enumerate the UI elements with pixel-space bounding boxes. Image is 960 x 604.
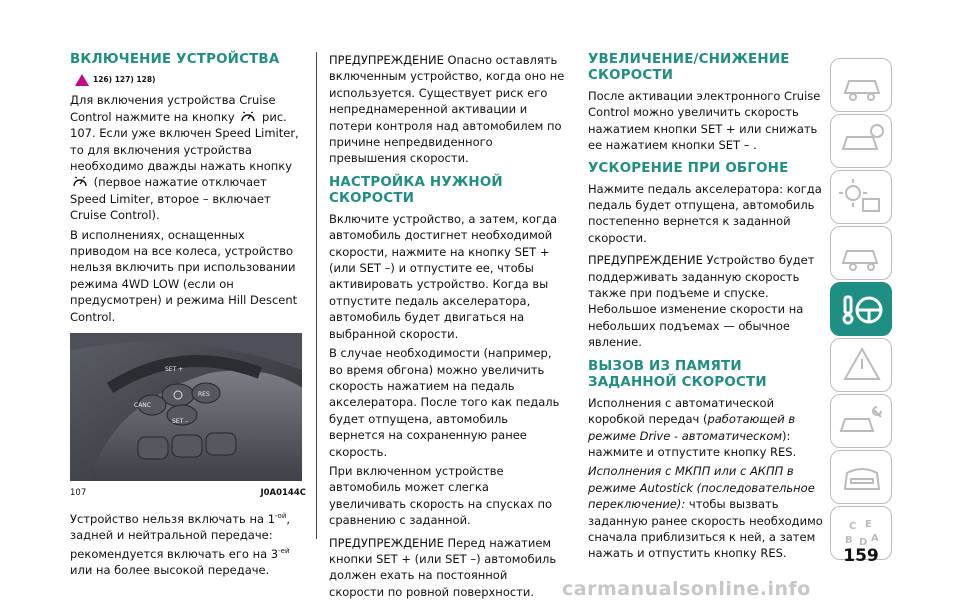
watermark: carmanualsonline.info xyxy=(562,578,811,600)
warning-triangle-icon xyxy=(831,339,893,393)
car-wrench-icon xyxy=(831,395,893,449)
key-steering-icon xyxy=(831,283,893,337)
text-italic: Исполнения с МКПП или с АКПП в режиме Autostick (последовательное переключение): xyxy=(588,464,815,512)
text-part: или на более высокой передаче. xyxy=(70,563,270,578)
column-divider xyxy=(316,52,317,539)
column-3 xyxy=(588,52,824,565)
paragraph-set-speed: Включите устройство, а затем, когда автомобиль достигнет необходимой скорости, нажмите на кнопку SET + (или SET –) и отпустите ее, чтобы активировать устройство. Когда вы отпустите педаль акселератора, автомобиль будет двигаться на выбранной скорости. xyxy=(329,211,557,341)
paragraph-increase-decrease: После активации электронного Cruise Control можно увеличить скорость нажатием кнопки SET + или снижать ее нажатием кнопки SET – . xyxy=(588,89,821,153)
car-key-icon xyxy=(831,227,893,281)
label-canc: CANC xyxy=(134,402,151,410)
text-part: рис. 107. Если уже включен Speed Limiter, то для включения устройства необходимо дважды нажать кнопку xyxy=(70,109,299,174)
text-part: Устройство нельзя включать на 1 xyxy=(70,511,276,526)
tab-driving[interactable] xyxy=(830,282,892,336)
column-2 xyxy=(329,52,565,603)
superscript: -ей xyxy=(278,547,290,556)
warning-refs xyxy=(70,72,306,88)
car-rear-icon xyxy=(831,451,893,505)
tab-technical[interactable] xyxy=(830,450,892,504)
figure-107-photo xyxy=(70,333,302,481)
paragraph-gears xyxy=(70,508,306,579)
heading-overtake: УСКОРЕНИЕ ПРИ ОБГОНЕ xyxy=(588,160,789,176)
tab-car-info[interactable] xyxy=(830,114,892,168)
warning-triangle-icon xyxy=(75,74,89,86)
cruise-control-icon xyxy=(72,175,88,189)
heading-set-speed: НАСТРОЙКА НУЖНОЙ СКОРОСТИ xyxy=(329,174,503,206)
paragraph-overtake-note: В случае необходимости (например, во время обгона) можно увеличить скорость нажатием на педаль акселератора. После того как педаль будет отпущена, автомобиль вернется на сохраненную ранее скорость. xyxy=(329,346,560,459)
car-info-icon xyxy=(831,115,893,169)
text-part: ): нажмите и отпустите кнопку RES. xyxy=(588,428,797,459)
svg-text:D: D xyxy=(859,537,868,548)
text-part: (первое нажатие отключает Speed Limiter, второе – включает Cruise Control). xyxy=(70,175,271,223)
paragraph-overtake: Нажмите педаль акселератора: когда педаль будет отпущена, автомобиль постепенно вернется к заданной скорости. xyxy=(588,181,822,245)
steering-wheel-buttons-illustration xyxy=(70,333,302,481)
heading-increase-decrease: УВЕЛИЧЕНИЕ/СНИЖЕНИЕ СКОРОСТИ xyxy=(588,52,790,83)
figure-code: J0A0144C xyxy=(260,488,306,499)
figure-number: 107 xyxy=(70,488,87,499)
car-dashboard-icon xyxy=(831,59,893,113)
svg-text:C: C xyxy=(849,521,857,532)
sun-safety-icon xyxy=(831,171,893,225)
heading-recall: ВЫЗОВ ИЗ ПАМЯТИ ЗАДАННОЙ СКОРОСТИ xyxy=(588,358,767,390)
label-set-minus: SET – xyxy=(172,418,189,426)
text-part: чтобы вызвать заданную ранее скорость необходимо сначала приблизиться к ней, а затем нажать и отпустить кнопку RES. xyxy=(588,497,823,561)
heading-activation: ВКЛЮЧЕНИЕ УСТРОЙСТВА xyxy=(70,52,280,67)
figure-caption xyxy=(70,485,306,501)
refs-text: 126) 127) 128) xyxy=(93,75,156,84)
paragraph-downhill: При включенном устройстве автомобиль может слегка увеличивать скорость на спусках по сравнению с заданной. xyxy=(329,463,553,528)
column-1 xyxy=(70,52,306,582)
paragraph-recall-manual xyxy=(588,463,824,561)
tab-service[interactable] xyxy=(830,394,892,448)
cruise-control-icon xyxy=(240,110,256,124)
warning-paragraph-2: ПРЕДУПРЕЖДЕНИЕ Перед нажатием кнопки SET + (или SET –) автомобиль должен ехать на постоянной скорости по ровной поверхности. xyxy=(329,535,557,599)
paragraph-activation xyxy=(70,92,306,223)
svg-text:B: B xyxy=(845,535,853,546)
text-part: Исполнения с автоматической коробкой передач ( xyxy=(588,395,775,427)
paragraph-recall-auto xyxy=(588,395,824,461)
svg-text:E: E xyxy=(865,519,872,530)
label-set-plus: SET + xyxy=(165,366,184,374)
text-italic: работающей в режиме Drive - автоматическом xyxy=(588,412,796,443)
text-part: Для включения устройства Cruise Control нажмите на кнопку xyxy=(70,93,276,124)
tab-dashboard[interactable] xyxy=(830,58,892,112)
text-part: , задней и нейтральной передаче: рекомендуется включать его на 3 xyxy=(70,511,291,561)
paragraph-awd: В исполнениях, оснащенных приводом на все колеса, устройство нельзя включить при использовании режима 4WD LOW (если он предусмотрен) и режима Hill Descent Control. xyxy=(70,227,298,324)
page-number: 159 xyxy=(843,546,879,566)
tab-emergency[interactable] xyxy=(830,338,892,392)
tab-starting[interactable] xyxy=(830,226,892,280)
svg-text:A: A xyxy=(871,533,879,544)
warning-paragraph-1: ПРЕДУПРЕЖДЕНИЕ Опасно оставлять включенным устройство, когда оно не используется. Существует риск его непреднамеренной активации и потери контроля над автомобилем по причине непредвиденного превышения скорости. xyxy=(329,53,565,166)
tab-safety[interactable] xyxy=(830,170,892,224)
label-res: RES xyxy=(198,391,210,399)
warning-paragraph-3: ПРЕДУПРЕЖДЕНИЕ Устройство будет поддерживать заданную скорость также при подъеме и спуске. Небольшое изменение скорости на небольших подъемах — обычное явление. xyxy=(588,253,815,350)
superscript: -ой xyxy=(275,511,287,520)
